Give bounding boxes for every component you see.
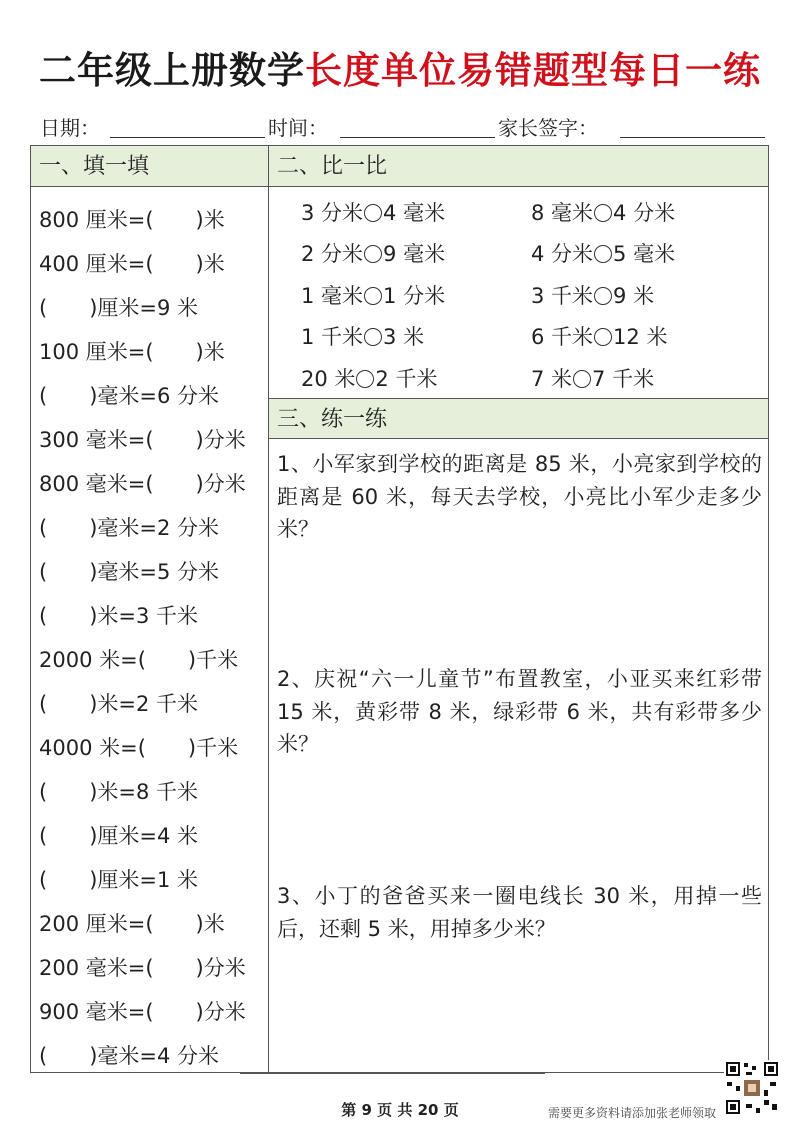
compare-item: 1 毫米 1 分米 — [301, 284, 446, 308]
page-number: 第 9 页 共 20 页 — [341, 1101, 459, 1119]
fill-item: ( )米=2 千米 — [39, 692, 199, 716]
compare-item: 7 米 7 千米 — [531, 367, 655, 391]
compare-item: 8 毫米 4 分米 — [531, 201, 676, 225]
bottom-rule — [240, 1073, 545, 1074]
compare-circle[interactable] — [594, 328, 612, 346]
fill-item: 200 厘米=( )米 — [39, 912, 225, 936]
word-problem: 3、小丁的爸爸买来一圈电线长 30 米，用掉一些后，还剩 5 米，用掉多少米？ — [277, 884, 762, 941]
qr-code-icon — [724, 1060, 780, 1116]
compare-item: 1 千米 3 米 — [301, 325, 425, 349]
fill-item: ( )毫米=2 分米 — [39, 516, 220, 540]
word-problem: 1、小军家到学校的距离是 85 米，小亮家到学校的距离是 60 米，每天去学校，小亮比小军少走多少米？ — [277, 452, 762, 541]
fill-item: ( )厘米=4 米 — [39, 824, 199, 848]
fill-item: 100 厘米=( )米 — [39, 340, 225, 364]
meta-row — [40, 110, 765, 140]
compare-item: 3 千米 9 米 — [531, 284, 655, 308]
date-label: 日期： — [40, 116, 100, 140]
fill-heading: 一、填一填 — [31, 146, 268, 187]
word-problem: 2、庆祝“六一儿童节”布置教室，小亚买来红彩带 15 米，黄彩带 8 米，绿彩带 6 米，共有彩带多少米？ — [277, 667, 762, 756]
fill-item: 800 毫米=( )分米 — [39, 472, 246, 496]
practice-heading: 三、练一练 — [269, 398, 768, 439]
fill-item: ( )厘米=9 米 — [39, 296, 199, 320]
compare-circle[interactable] — [594, 287, 612, 305]
fill-item: ( )米=8 千米 — [39, 780, 199, 804]
worksheet — [30, 145, 769, 1073]
compare-item: 3 分米 4 毫米 — [301, 201, 446, 225]
title-topic: 长度单位易错题型每日一练 — [305, 49, 761, 92]
fill-item: 400 厘米=( )米 — [39, 252, 225, 276]
compare-circle[interactable] — [364, 287, 382, 305]
compare-circle[interactable] — [356, 370, 374, 388]
compare-heading: 二、比一比 — [269, 146, 768, 187]
date-blank[interactable] — [110, 137, 265, 138]
fill-item: ( )毫米=4 分米 — [39, 1044, 220, 1068]
compare-item: 6 千米 12 米 — [531, 325, 668, 349]
time-label: 时间： — [268, 116, 328, 140]
time-blank[interactable] — [340, 137, 495, 138]
compare-circle[interactable] — [364, 328, 382, 346]
right-column — [269, 146, 768, 1072]
fill-item: 900 毫米=( )分米 — [39, 1000, 246, 1024]
fill-item: ( )厘米=1 米 — [39, 868, 199, 892]
compare-circle[interactable] — [594, 204, 612, 222]
sign-label: 家长签字： — [498, 116, 598, 140]
fill-item: ( )毫米=5 分米 — [39, 560, 220, 584]
compare-item: 20 米 2 千米 — [301, 367, 438, 391]
compare-item: 2 分米 9 毫米 — [301, 242, 446, 266]
compare-circle[interactable] — [364, 245, 382, 263]
title-grade: 二年级上册数学 — [39, 49, 305, 92]
page-title — [0, 40, 800, 94]
fill-item: 800 厘米=( )米 — [39, 208, 225, 232]
fill-item: 300 毫米=( )分米 — [39, 428, 246, 452]
fill-item: 2000 米=( )千米 — [39, 648, 239, 672]
fill-item: ( )米=3 千米 — [39, 604, 199, 628]
sign-blank[interactable] — [620, 137, 765, 138]
compare-circle[interactable] — [594, 245, 612, 263]
fill-item: 200 毫米=( )分米 — [39, 956, 246, 980]
compare-circle[interactable] — [364, 204, 382, 222]
compare-circle[interactable] — [573, 370, 591, 388]
footer-note: 需要更多资料请添加张老师领取 — [548, 1106, 717, 1120]
fill-item: ( )毫米=6 分米 — [39, 384, 220, 408]
fill-item: 4000 米=( )千米 — [39, 736, 239, 760]
fill-column — [31, 146, 269, 1072]
compare-item: 4 分米 5 毫米 — [531, 242, 676, 266]
